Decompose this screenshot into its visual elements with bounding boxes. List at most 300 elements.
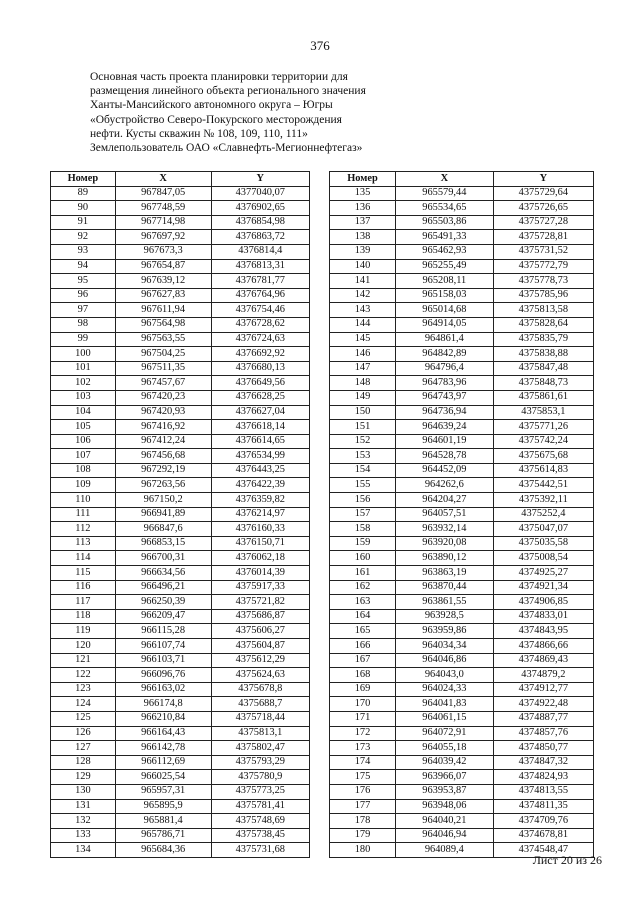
table-row [330, 478, 594, 493]
table-row [51, 609, 310, 624]
table-row [330, 317, 594, 332]
cell-y: 4376728,62 [211, 317, 309, 332]
header-line: Основная часть проекта планировки территории для [90, 71, 348, 83]
cell-x: 964736,94 [396, 405, 494, 420]
table-row [330, 770, 594, 785]
cell-x: 964046,86 [396, 653, 494, 668]
cell-x: 964796,4 [396, 361, 494, 376]
cell-number: 120 [51, 639, 116, 654]
table-row [51, 770, 310, 785]
table-row [330, 244, 594, 259]
table-row [51, 784, 310, 799]
cell-y: 4374912,77 [493, 682, 593, 697]
cell-number: 96 [51, 288, 116, 303]
cell-x: 965895,9 [115, 799, 211, 814]
cell-x: 964452,09 [396, 463, 494, 478]
cell-y: 4374709,76 [493, 814, 593, 829]
cell-y: 4377040,07 [211, 186, 309, 201]
cell-x: 967847,05 [115, 186, 211, 201]
cell-x: 966250,39 [115, 595, 211, 610]
table-row [330, 741, 594, 756]
cell-x: 965158,03 [396, 288, 494, 303]
table-row [51, 653, 310, 668]
cell-number: 136 [330, 201, 396, 216]
cell-y: 4375785,96 [493, 288, 593, 303]
cell-number: 123 [51, 682, 116, 697]
cell-y: 4375612,29 [211, 653, 309, 668]
cell-x: 964040,21 [396, 814, 494, 829]
cell-number: 172 [330, 726, 396, 741]
cell-x: 966209,47 [115, 609, 211, 624]
cell-number: 141 [330, 274, 396, 289]
cell-number: 144 [330, 317, 396, 332]
table-row [51, 580, 310, 595]
cell-number: 159 [330, 536, 396, 551]
header-line: нефти. Кусты скважин № 108, 109, 110, 111» [90, 127, 308, 140]
cell-x: 967639,12 [115, 274, 211, 289]
cell-x: 966853,15 [115, 536, 211, 551]
table-row [330, 449, 594, 464]
cell-x: 963863,19 [396, 566, 494, 581]
cell-y: 4374824,93 [493, 770, 593, 785]
cell-y: 4374811,35 [493, 799, 593, 814]
cell-y: 4374548,47 [493, 843, 593, 858]
cell-x: 967511,35 [115, 361, 211, 376]
cell-y: 4375729,64 [493, 186, 593, 201]
cell-y: 4374922,48 [493, 697, 593, 712]
cell-y: 4375738,45 [211, 828, 309, 843]
cell-number: 179 [330, 828, 396, 843]
cell-y: 4376614,65 [211, 434, 309, 449]
table-row [51, 201, 310, 216]
table-row [330, 624, 594, 639]
cell-number: 145 [330, 332, 396, 347]
table-row [51, 668, 310, 683]
table-row [51, 814, 310, 829]
cell-number: 151 [330, 420, 396, 435]
table-row [330, 405, 594, 420]
cell-number: 114 [51, 551, 116, 566]
table-row [51, 405, 310, 420]
cell-y: 4374906,85 [493, 595, 593, 610]
cell-y: 4375847,48 [493, 361, 593, 376]
cell-x: 966096,76 [115, 668, 211, 683]
table-row [51, 449, 310, 464]
cell-x: 965957,31 [115, 784, 211, 799]
table-header-row [330, 172, 594, 187]
table-row [51, 843, 310, 858]
table-row [330, 230, 594, 245]
cell-x: 967748,59 [115, 201, 211, 216]
cell-number: 117 [51, 595, 116, 610]
cell-number: 138 [330, 230, 396, 245]
cell-y: 4375813,1 [211, 726, 309, 741]
cell-number: 133 [51, 828, 116, 843]
table-row [51, 624, 310, 639]
cell-number: 143 [330, 303, 396, 318]
cell-y: 4376014,39 [211, 566, 309, 581]
table-row [330, 420, 594, 435]
table-row [330, 595, 594, 610]
cell-y: 4375606,27 [211, 624, 309, 639]
cell-y: 4375748,69 [211, 814, 309, 829]
cell-number: 175 [330, 770, 396, 785]
table-row [330, 201, 594, 216]
table-row [51, 522, 310, 537]
cell-y: 4375675,68 [493, 449, 593, 464]
cell-y: 4375780,9 [211, 770, 309, 785]
cell-x: 964061,15 [396, 711, 494, 726]
cell-x: 966847,6 [115, 522, 211, 537]
cell-x: 967412,24 [115, 434, 211, 449]
cell-number: 149 [330, 390, 396, 405]
table-row [330, 755, 594, 770]
cell-x: 964041,83 [396, 697, 494, 712]
cell-number: 100 [51, 347, 116, 362]
table-row [51, 434, 310, 449]
cell-number: 168 [330, 668, 396, 683]
table-row [51, 259, 310, 274]
cell-number: 129 [51, 770, 116, 785]
cell-number: 177 [330, 799, 396, 814]
header-line: размещения линейного объекта регионального значения [90, 85, 366, 98]
cell-x: 964639,24 [396, 420, 494, 435]
cell-y: 4375624,63 [211, 668, 309, 683]
cell-number: 163 [330, 595, 396, 610]
cell-number: 94 [51, 259, 116, 274]
cell-x: 964046,94 [396, 828, 494, 843]
cell-y: 4374925,27 [493, 566, 593, 581]
cell-number: 97 [51, 303, 116, 318]
cell-x: 964039,42 [396, 755, 494, 770]
cell-number: 126 [51, 726, 116, 741]
cell-number: 150 [330, 405, 396, 420]
cell-x: 963870,44 [396, 580, 494, 595]
cell-y: 4375828,64 [493, 317, 593, 332]
cell-x: 966115,28 [115, 624, 211, 639]
cell-x: 964528,78 [396, 449, 494, 464]
cell-x: 965534,65 [396, 201, 494, 216]
cell-number: 127 [51, 741, 116, 756]
cell-y: 4376422,39 [211, 478, 309, 493]
cell-y: 4375035,58 [493, 536, 593, 551]
cell-x: 964914,05 [396, 317, 494, 332]
table-row [51, 361, 310, 376]
cell-y: 4376680,13 [211, 361, 309, 376]
table-row [330, 784, 594, 799]
cell-y: 4374866,66 [493, 639, 593, 654]
cell-x: 964024,33 [396, 682, 494, 697]
cell-y: 4375688,7 [211, 697, 309, 712]
cell-y: 4375853,1 [493, 405, 593, 420]
cell-x: 963966,07 [396, 770, 494, 785]
cell-y: 4376724,63 [211, 332, 309, 347]
cell-y: 4375838,88 [493, 347, 593, 362]
table-row [330, 303, 594, 318]
cell-x: 966634,56 [115, 566, 211, 581]
table-row [51, 741, 310, 756]
table-row [330, 668, 594, 683]
cell-y: 4375721,82 [211, 595, 309, 610]
cell-number: 140 [330, 259, 396, 274]
cell-y: 4374879,2 [493, 668, 593, 683]
cell-number: 116 [51, 580, 116, 595]
cell-x: 965462,93 [396, 244, 494, 259]
table-row [51, 566, 310, 581]
cell-number: 101 [51, 361, 116, 376]
cell-y: 4375686,87 [211, 609, 309, 624]
table-row [330, 609, 594, 624]
cell-y: 4375008,54 [493, 551, 593, 566]
cell-x: 963890,12 [396, 551, 494, 566]
cell-x: 966164,43 [115, 726, 211, 741]
cell-x: 963932,14 [396, 522, 494, 537]
cell-x: 964842,89 [396, 347, 494, 362]
cell-x: 967627,83 [115, 288, 211, 303]
table-row [330, 274, 594, 289]
cell-number: 169 [330, 682, 396, 697]
table-row [330, 682, 594, 697]
cell-y: 4376062,18 [211, 551, 309, 566]
cell-number: 161 [330, 566, 396, 581]
cell-x: 966112,69 [115, 755, 211, 770]
cell-x: 965786,71 [115, 828, 211, 843]
cell-y: 4374850,77 [493, 741, 593, 756]
cell-number: 93 [51, 244, 116, 259]
table-row [330, 522, 594, 537]
table-row [330, 361, 594, 376]
table-row [330, 639, 594, 654]
cell-number: 109 [51, 478, 116, 493]
cell-y: 4376359,82 [211, 493, 309, 508]
cell-y: 4375793,29 [211, 755, 309, 770]
table-row [330, 551, 594, 566]
cell-x: 964204,27 [396, 493, 494, 508]
cell-number: 178 [330, 814, 396, 829]
cell-x: 967456,68 [115, 449, 211, 464]
cell-number: 158 [330, 522, 396, 537]
table-row [51, 697, 310, 712]
cell-y: 4376863,72 [211, 230, 309, 245]
cell-y: 4375802,47 [211, 741, 309, 756]
table-row [51, 274, 310, 289]
cell-number: 91 [51, 215, 116, 230]
cell-number: 148 [330, 376, 396, 391]
cell-y: 4376854,98 [211, 215, 309, 230]
cell-x: 966025,54 [115, 770, 211, 785]
cell-y: 4375813,58 [493, 303, 593, 318]
cell-x: 966107,74 [115, 639, 211, 654]
cell-x: 964057,51 [396, 507, 494, 522]
cell-number: 103 [51, 390, 116, 405]
cell-number: 105 [51, 420, 116, 435]
column-header-number: Номер [51, 172, 116, 187]
coordinates-table-left [50, 171, 310, 858]
table-row [51, 347, 310, 362]
cell-number: 106 [51, 434, 116, 449]
cell-number: 131 [51, 799, 116, 814]
cell-x: 967420,93 [115, 405, 211, 420]
cell-number: 98 [51, 317, 116, 332]
cell-y: 4376814,4 [211, 244, 309, 259]
cell-y: 4376754,46 [211, 303, 309, 318]
cell-number: 167 [330, 653, 396, 668]
cell-y: 4374921,34 [493, 580, 593, 595]
cell-y: 4375835,79 [493, 332, 593, 347]
cell-y: 4375718,44 [211, 711, 309, 726]
column-header-x: X [115, 172, 211, 187]
table-row [51, 244, 310, 259]
table-row [330, 828, 594, 843]
cell-y: 4374887,77 [493, 711, 593, 726]
cell-number: 180 [330, 843, 396, 858]
cell-x: 965208,11 [396, 274, 494, 289]
cell-x: 964072,91 [396, 726, 494, 741]
cell-y: 4375917,33 [211, 580, 309, 595]
cell-number: 155 [330, 478, 396, 493]
cell-y: 4376692,92 [211, 347, 309, 362]
cell-x: 967416,92 [115, 420, 211, 435]
coordinates-table-right [329, 171, 594, 858]
cell-y: 4375604,87 [211, 639, 309, 654]
cell-number: 162 [330, 580, 396, 595]
cell-number: 165 [330, 624, 396, 639]
cell-number: 160 [330, 551, 396, 566]
header-line: Землепользователь ОАО «Славнефть-Мегионнефтегаз» [90, 142, 363, 155]
cell-y: 4376618,14 [211, 420, 309, 435]
cell-x: 966163,02 [115, 682, 211, 697]
cell-number: 122 [51, 668, 116, 683]
cell-x: 967292,19 [115, 463, 211, 478]
cell-x: 967714,98 [115, 215, 211, 230]
cell-x: 965255,49 [396, 259, 494, 274]
cell-y: 4375781,41 [211, 799, 309, 814]
cell-y: 4376214,97 [211, 507, 309, 522]
cell-y: 4374869,43 [493, 653, 593, 668]
table-row [51, 390, 310, 405]
cell-y: 4375392,11 [493, 493, 593, 508]
cell-number: 146 [330, 347, 396, 362]
table-row [51, 317, 310, 332]
cell-number: 115 [51, 566, 116, 581]
cell-number: 102 [51, 376, 116, 391]
cell-x: 965881,4 [115, 814, 211, 829]
table-row [330, 580, 594, 595]
table-row [330, 711, 594, 726]
cell-y: 4376649,56 [211, 376, 309, 391]
cell-y: 4375773,25 [211, 784, 309, 799]
cell-x: 966941,89 [115, 507, 211, 522]
cell-number: 119 [51, 624, 116, 639]
table-row [51, 288, 310, 303]
cell-number: 154 [330, 463, 396, 478]
cell-number: 111 [51, 507, 116, 522]
cell-x: 964601,19 [396, 434, 494, 449]
cell-x: 967504,25 [115, 347, 211, 362]
cell-y: 4374833,01 [493, 609, 593, 624]
table-row [330, 215, 594, 230]
table-row [51, 551, 310, 566]
cell-number: 125 [51, 711, 116, 726]
table-row [330, 390, 594, 405]
table-row [330, 507, 594, 522]
cell-x: 967563,55 [115, 332, 211, 347]
cell-x: 965579,44 [396, 186, 494, 201]
cell-x: 967673,3 [115, 244, 211, 259]
cell-y: 4376160,33 [211, 522, 309, 537]
cell-y: 4375252,4 [493, 507, 593, 522]
table-row [51, 463, 310, 478]
table-row [51, 420, 310, 435]
column-header-y: Y [493, 172, 593, 187]
cell-number: 157 [330, 507, 396, 522]
table-row [330, 814, 594, 829]
cell-x: 964034,34 [396, 639, 494, 654]
table-row [51, 332, 310, 347]
cell-y: 4376764,96 [211, 288, 309, 303]
cell-x: 967457,67 [115, 376, 211, 391]
table-row [330, 259, 594, 274]
cell-x: 963920,08 [396, 536, 494, 551]
cell-x: 963861,55 [396, 595, 494, 610]
cell-number: 139 [330, 244, 396, 259]
cell-x: 967150,2 [115, 493, 211, 508]
cell-number: 118 [51, 609, 116, 624]
table-row [51, 595, 310, 610]
table-row [51, 493, 310, 508]
cell-number: 153 [330, 449, 396, 464]
cell-number: 130 [51, 784, 116, 799]
cell-number: 132 [51, 814, 116, 829]
cell-y: 4375728,81 [493, 230, 593, 245]
table-row [330, 376, 594, 391]
table-row [330, 653, 594, 668]
cell-y: 4375726,65 [493, 201, 593, 216]
cell-y: 4376902,65 [211, 201, 309, 216]
cell-x: 966103,71 [115, 653, 211, 668]
cell-number: 142 [330, 288, 396, 303]
cell-x: 966496,21 [115, 580, 211, 595]
cell-y: 4374813,55 [493, 784, 593, 799]
table-row [330, 434, 594, 449]
table-row [330, 799, 594, 814]
cell-y: 4375848,73 [493, 376, 593, 391]
table-row [51, 215, 310, 230]
cell-x: 965684,36 [115, 843, 211, 858]
cell-x: 966700,31 [115, 551, 211, 566]
cell-number: 174 [330, 755, 396, 770]
table-row [51, 303, 310, 318]
cell-y: 4376150,71 [211, 536, 309, 551]
table-row [51, 639, 310, 654]
cell-y: 4374847,32 [493, 755, 593, 770]
cell-x: 964055,18 [396, 741, 494, 756]
cell-number: 156 [330, 493, 396, 508]
table-row [330, 332, 594, 347]
column-header-number: Номер [330, 172, 396, 187]
cell-number: 121 [51, 653, 116, 668]
table-row [51, 799, 310, 814]
cell-x: 965491,33 [396, 230, 494, 245]
document-header [90, 70, 520, 155]
cell-number: 137 [330, 215, 396, 230]
table-row [51, 230, 310, 245]
table-row [330, 726, 594, 741]
header-line: «Обустройство Северо-Покурского месторождения [90, 113, 342, 126]
cell-y: 4375742,24 [493, 434, 593, 449]
cell-number: 112 [51, 522, 116, 537]
column-header-x: X [396, 172, 494, 187]
